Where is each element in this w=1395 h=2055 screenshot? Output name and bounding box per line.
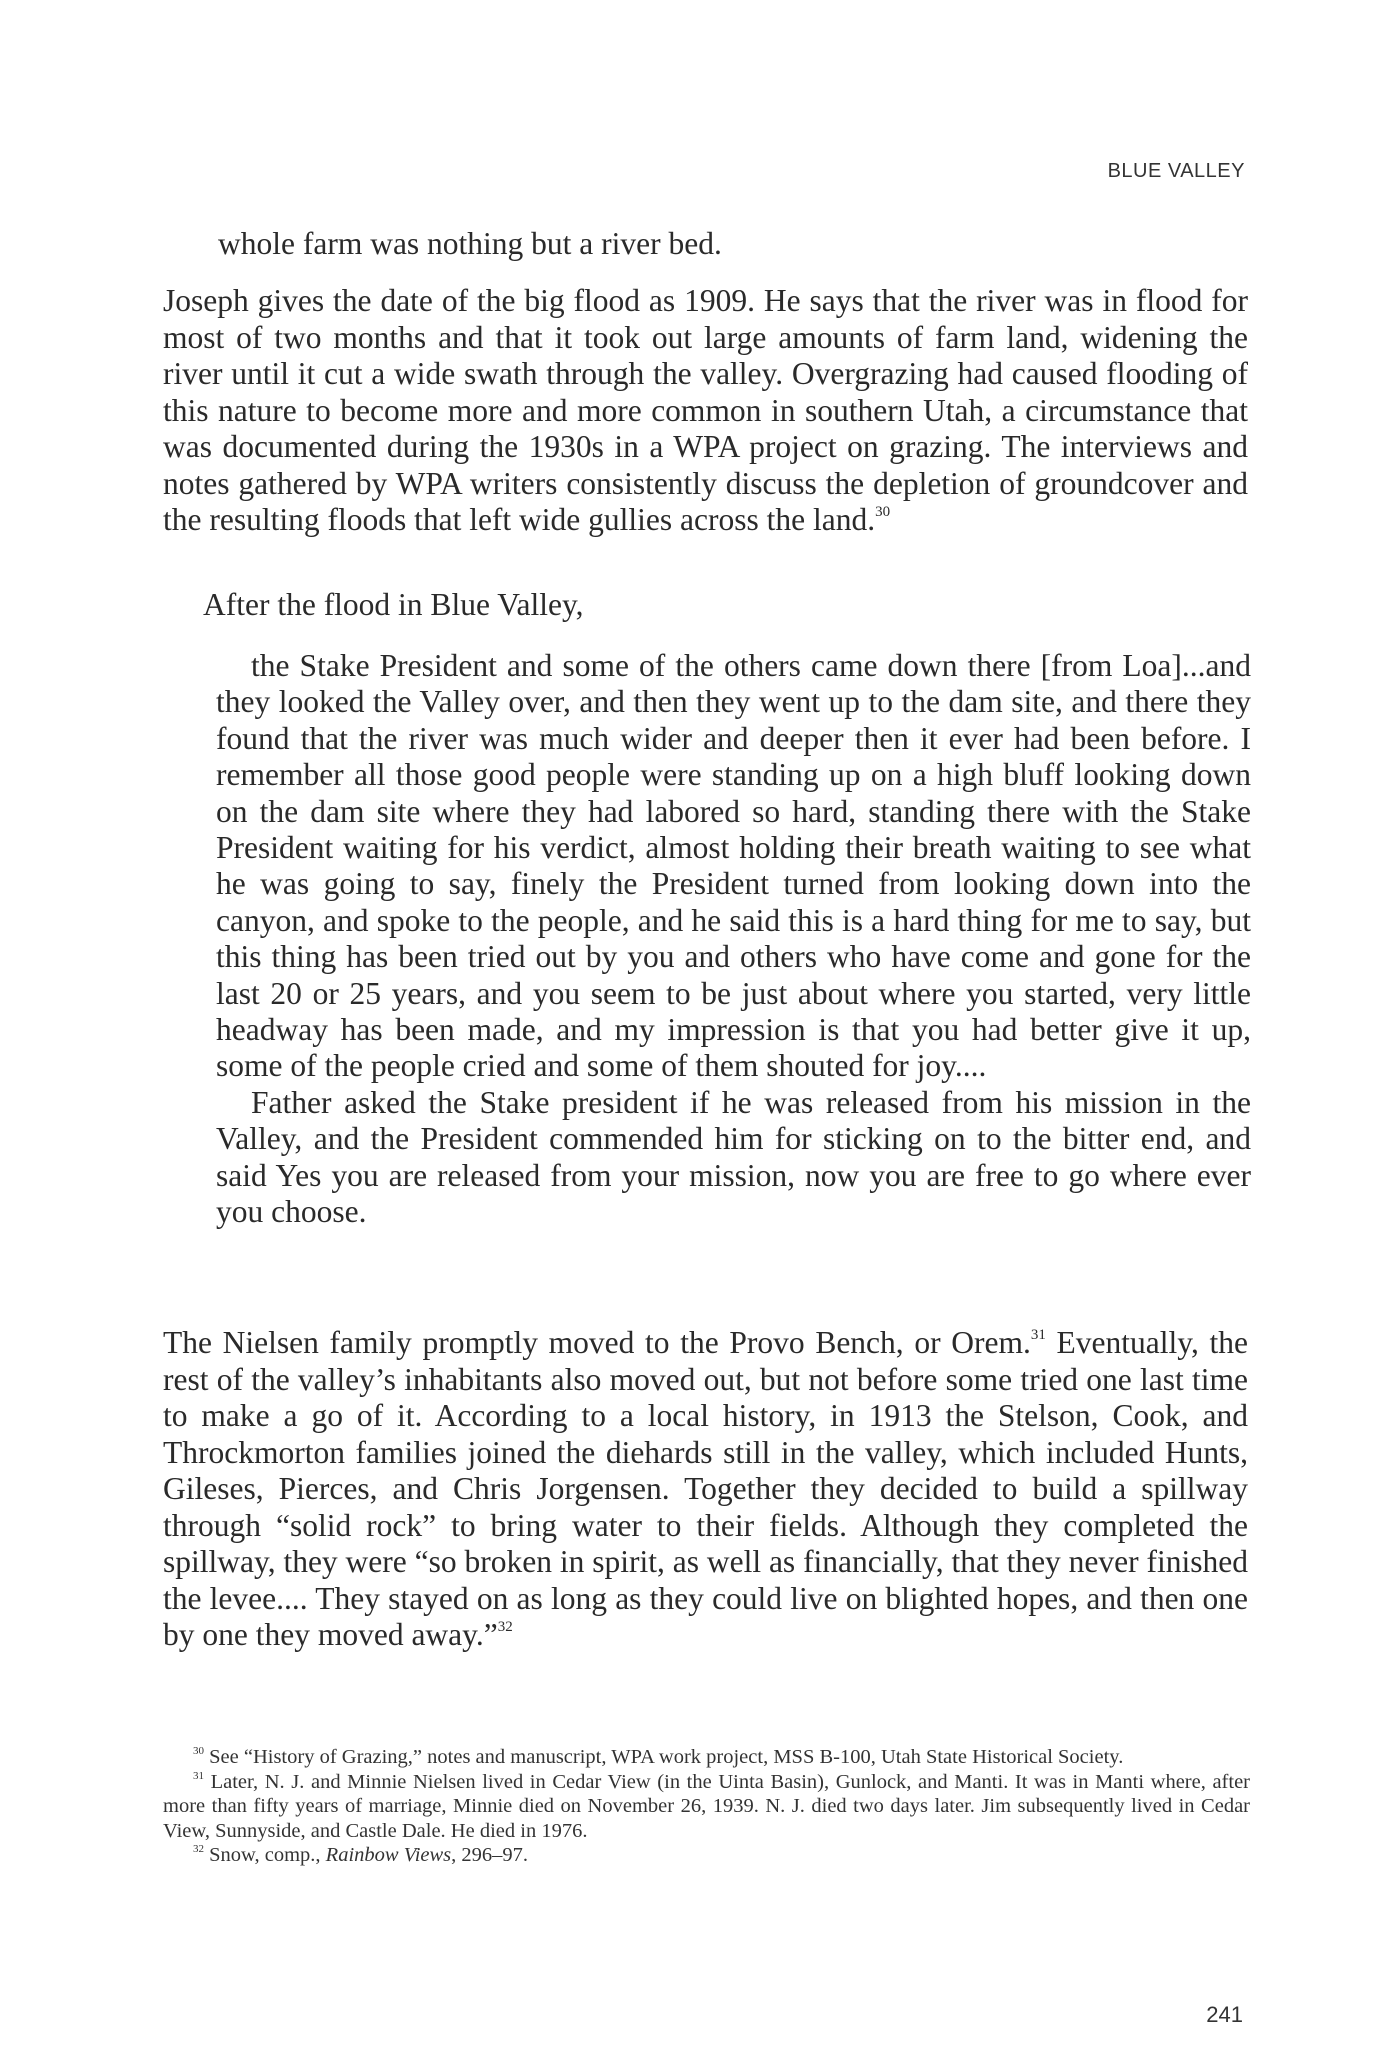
paragraph-continued: whole farm was nothing but a river bed. bbox=[218, 226, 722, 261]
footnote-ref-32[interactable]: 32 bbox=[497, 1619, 513, 1635]
paragraph-after-flood: After the flood in Blue Valley, bbox=[203, 587, 584, 622]
footnote-text: Later, N. J. and Minnie Nielsen lived in Cedar View (in the Uinta Basin), Gunlock, and Manti. It was in Manti where, after more than fifty years of marriage, Minnie died on November 26, 1939. N. J. died two days later. Jim subsequently lived in Cedar View, Sunnyside, and Castle Dale. He died in 1976. bbox=[163, 1770, 1250, 1842]
footnote-text: See “History of Grazing,” notes and manuscript, WPA work project, MSS B-100, Utah State Historical Society. bbox=[204, 1746, 1124, 1768]
footnote-32 bbox=[163, 1843, 1250, 1868]
footnote-ref-30[interactable]: 30 bbox=[875, 504, 891, 520]
paragraph-joseph bbox=[163, 283, 1248, 539]
footnote-text-pre: Snow, comp., bbox=[204, 1844, 326, 1866]
quote-paragraph-1: the Stake President and some of the others came down there [from Loa]...and they looked the Valley over, and then they went up to the dam site, and there they found that the river was much wider and deeper then it ever had been before. I remember all those good people were standing up on a high bluff looking down on the dam site where they had labored so hard, standing there with the Stake President waiting for his verdict, almost holding their breath waiting to see what he was going to say, finely the President turned from looking down into the canyon, and spoke to the people, and he said this is a hard thing for me to say, but this thing has been tried out by you and others who have come and gone for the last 20 or 25 years, and you seem to be just about where you started, very little headway has been made, and my impression is that you had better give it up, some of the people cried and some of them shouted for joy.... bbox=[216, 648, 1251, 1084]
paragraph-joseph-text: Joseph gives the date of the big flood as 1909. He says that the river was in flood for most of two months and that it took out large amounts of farm land, widening the river until it cut a wide swath through the valley. Overgrazing had caused flooding of this nature to become more and more common in southern Utah, a circumstance that was documented during the 1930s in a WPA project on grazing. The interviews and notes gathered by WPA writers consistently discuss the depletion of groundcover and the resulting floods that left wide gullies across the land. bbox=[163, 283, 1248, 537]
footnote-number: 30 bbox=[193, 1745, 204, 1757]
running-head: BLUE VALLEY bbox=[1107, 160, 1245, 182]
footnote-number: 31 bbox=[193, 1769, 204, 1782]
footnote-number: 32 bbox=[193, 1843, 204, 1855]
paragraph-nielsen-text-2: Eventually, the rest of the valley’s inhabitants also moved out, but not before some tried one last time to make a go of it. According to a local history, in 1913 the Stelson, Cook, and Throckmorton families joined the diehards still in the valley, which included Hunts, Gileses, Pierces, and Chris Jorgensen. Together they decided to build a spillway through “solid rock” to bring water to their fields. Although they completed the spillway, they were “so broken in spirit, as well as financially, that they never finished the levee.... They stayed on as long as they could live on blighted hopes, and then one by one they moved away.” bbox=[163, 1325, 1249, 1652]
footnote-title: Rainbow Views bbox=[325, 1844, 452, 1866]
block-quote bbox=[216, 648, 1251, 1231]
footnote-text-post: , 296–97. bbox=[451, 1844, 529, 1866]
footnote-31 bbox=[163, 1770, 1250, 1844]
paragraph-nielsen bbox=[163, 1325, 1248, 1654]
page-number: 241 bbox=[1206, 2002, 1243, 2027]
footnotes bbox=[163, 1745, 1250, 1868]
footnote-ref-31[interactable]: 31 bbox=[1030, 1327, 1046, 1343]
footnote-30 bbox=[163, 1745, 1250, 1770]
paragraph-nielsen-text-1: The Nielsen family promptly moved to the Provo Bench, or Orem. bbox=[163, 1325, 1031, 1360]
quote-paragraph-2: Father asked the Stake president if he was released from his mission in the Valley, and the President commended him for sticking on to the bitter end, and said Yes you are released from your mission, now you are free to go where ever you choose. bbox=[216, 1084, 1251, 1230]
